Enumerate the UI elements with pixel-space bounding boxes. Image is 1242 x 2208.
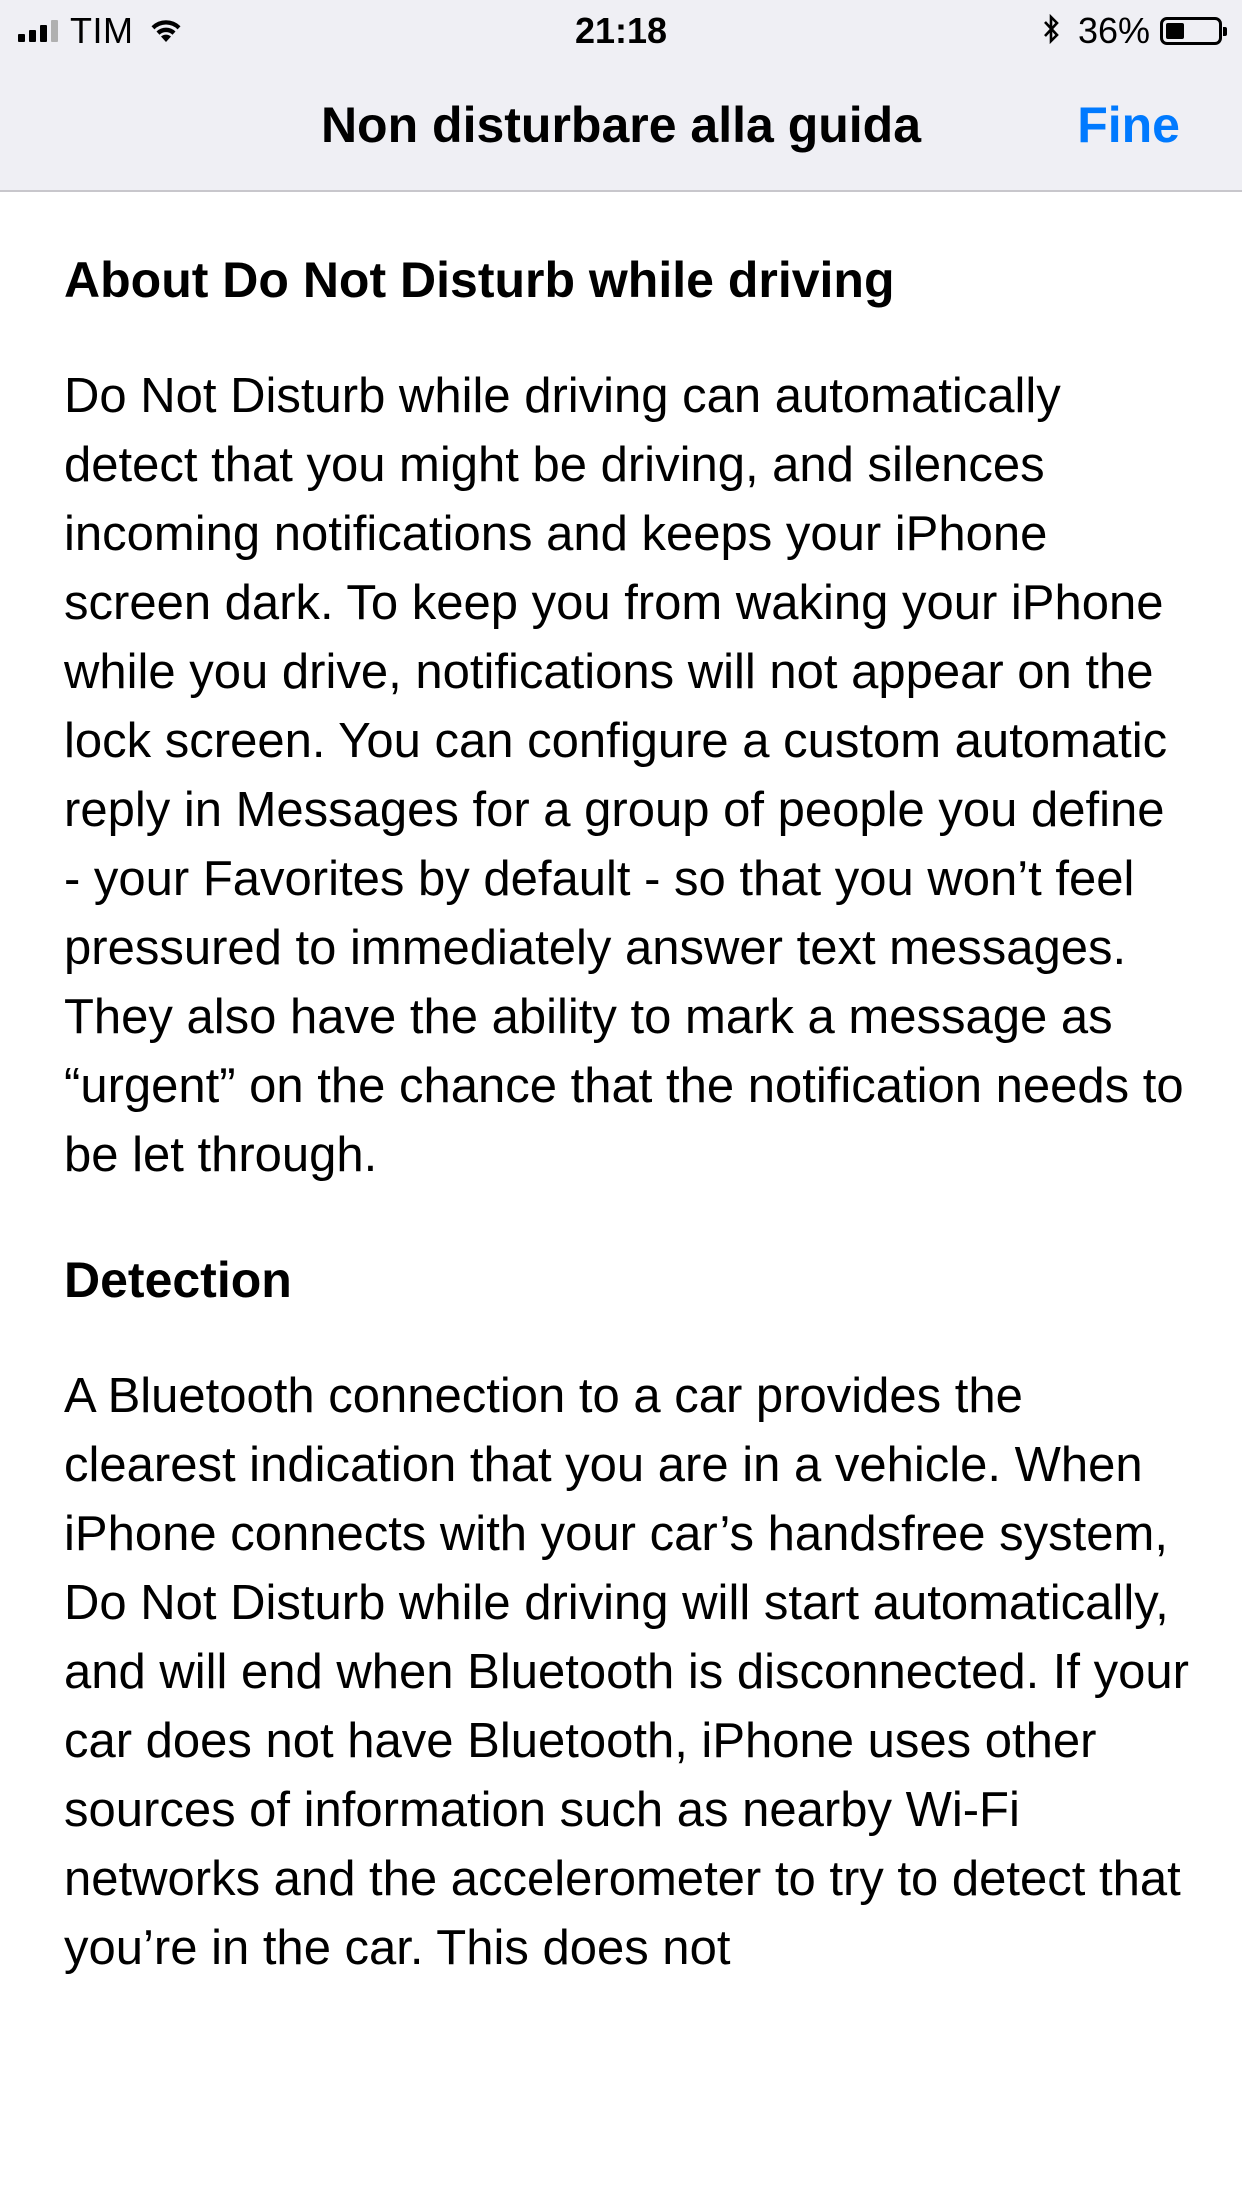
status-bar bbox=[0, 0, 1242, 60]
battery-percent: 36% bbox=[1077, 10, 1150, 51]
section-body: A Bluetooth connection to a car provides the clearest indication that you are in a vehicle. When iPhone connects with your car’s handsfree system, Do Not Disturb while driving will start automatically, and will end when Bluetooth is disconnected. If your car does not have Bluetooth, iPhone uses other sources of information such as nearby Wi-Fi networks and the accelerometer to try to detect that you’re in the car. This does not bbox=[64, 1369, 1189, 1975]
section-heading: Detection bbox=[64, 1252, 292, 1308]
page-title: Non disturbare alla guida bbox=[320, 97, 922, 153]
section-heading: About Do Not Disturb while driving bbox=[64, 252, 895, 308]
bluetooth-icon bbox=[1042, 13, 1060, 50]
status-bar-right bbox=[1042, 8, 1222, 54]
status-bar-time: 21:18 bbox=[574, 10, 668, 51]
navigation-bar bbox=[0, 60, 1242, 192]
battery-icon bbox=[1160, 17, 1222, 45]
done-button[interactable]: Fine bbox=[1077, 97, 1180, 153]
carrier-name: TIM bbox=[70, 10, 134, 51]
section-body: Do Not Disturb while driving can automatically detect that you might be driving, and silences incoming notifications and keeps your iPhone screen dark. To keep you from waking your iPhone while you drive, notifications will not appear on the lock screen. You can configure a custom automatic reply in Messages for a group of people you define - your Favorites by default - so that you won’t feel pressured to immediately answer text messages. They also have the ability to mark a message as “urgent” on the chance that the notification needs to be let through. bbox=[64, 369, 1184, 1182]
help-content bbox=[64, 192, 1194, 1983]
section-detection bbox=[64, 1244, 1194, 1983]
battery-level bbox=[1166, 23, 1184, 39]
section-about bbox=[64, 244, 1194, 1190]
